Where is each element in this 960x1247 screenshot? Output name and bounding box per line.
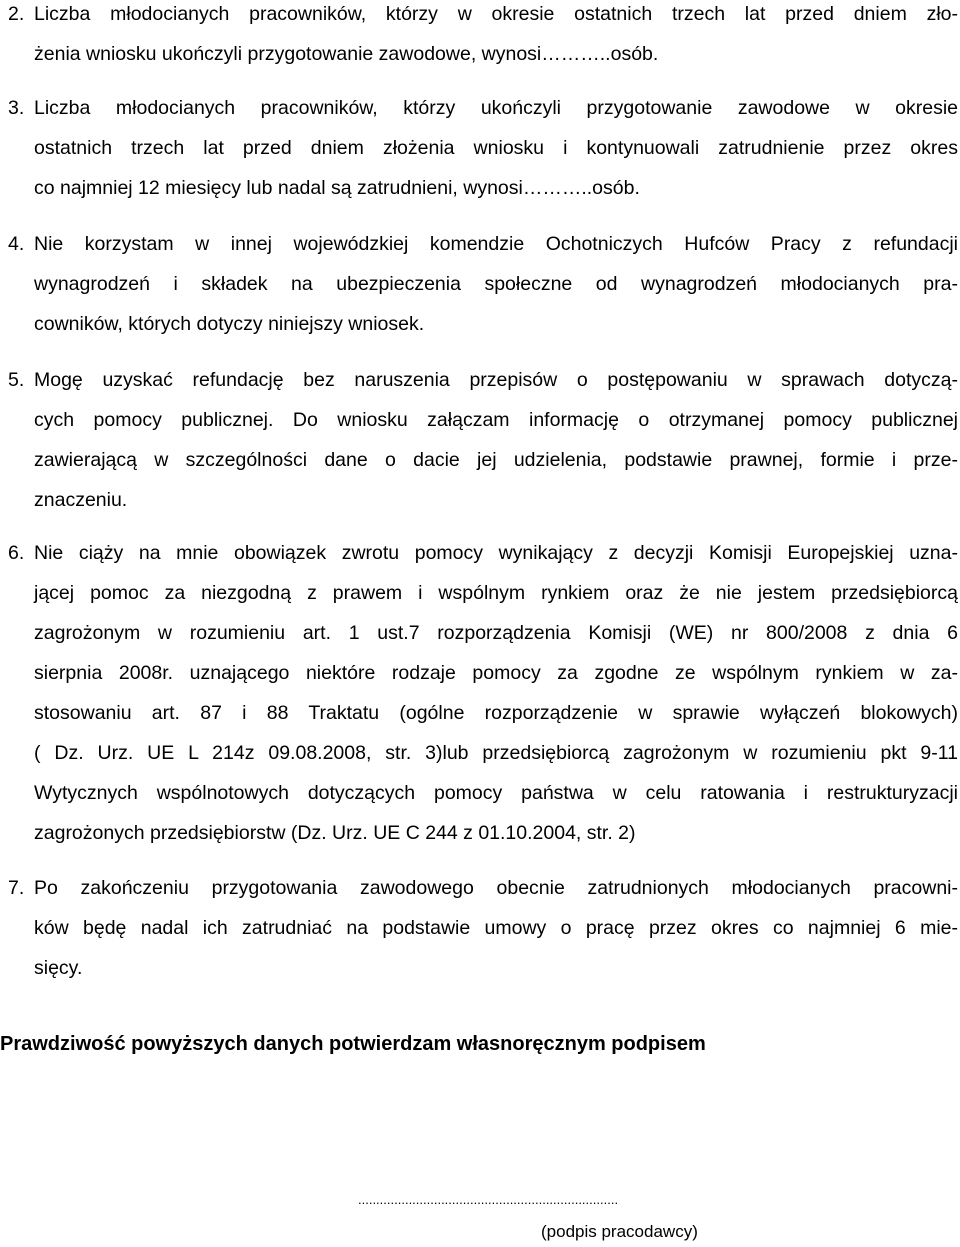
list-item-3 [8,96,958,216]
item-line [8,621,958,661]
item-text: ( Dz. Urz. UE L 214z 09.08.2008, str. 3)lub przedsiębiorcą zagrożonym w rozumieniu pkt 9-11 [34,742,958,764]
item-line [8,232,958,272]
item-text: zagrożonych przedsiębiorstw (Dz. Urz. UE C 244 z 01.10.2004, str. 2) [34,822,636,844]
item-text: cych pomocy publicznej. Do wniosku załączam informację o otrzymanej pomocy publicznej [34,409,958,431]
item-text: Liczba młodocianych pracowników, którzy w okresie ostatnich trzech lat przed dniem zło- [34,3,958,25]
item-line [8,821,958,861]
list-item-7 [8,876,958,996]
signature-label: (podpis pracodawcy) [541,1222,698,1241]
item-text: Nie korzystam w innej wojewódzkiej komendzie Ochotniczych Hufców Pracy z refundacji [34,233,958,255]
list-item-2 [8,2,958,82]
item-text: co najmniej 12 miesięcy lub nadal są zatrudnieni, wynosi………..osób. [34,177,640,199]
list-item-4 [8,232,958,352]
signature-line: ........................................................................ [358,1192,619,1207]
item-text: jącej pomoc za niezgodną z prawem i wspólnym rynkiem oraz że nie jestem przedsiębiorcą [34,582,958,604]
item-text: sierpnia 2008r. uznającego niektóre rodzaje pomocy za zgodne ze wspólnym rynkiem w za- [34,662,958,684]
item-text: znaczeniu. [34,489,128,511]
list-item-5 [8,368,958,528]
declaration-heading: Prawdziwość powyższych danych potwierdzam własnoręcznym podpisem [0,1033,706,1055]
item-line [8,408,958,448]
item-text: Wytycznych wspólnotowych dotyczących pomocy państwa w celu ratowania i restrukturyzacji [34,782,958,804]
item-line [8,781,958,821]
item-line [8,541,958,581]
item-line [8,312,958,352]
item-text: ostatnich trzech lat przed dniem złożenia wniosku i kontynuowali zatrudnienie przez okres [34,137,958,159]
item-number: 2. [8,3,25,25]
item-text: Nie ciąży na mnie obowiązek zwrotu pomocy wynikający z decyzji Komisji Europejskiej uzna- [34,542,958,564]
item-text: sięcy. [34,957,83,979]
item-line [8,956,958,996]
item-text: ków będę nadal ich zatrudniać na podstawie umowy o pracę przez okres co najmniej 6 mie- [34,917,958,939]
item-line [8,916,958,956]
item-line [8,701,958,741]
item-text: Liczba młodocianych pracowników, którzy ukończyli przygotowanie zawodowe w okresie [34,97,958,119]
item-line [8,176,958,216]
item-line [8,741,958,781]
item-line [8,42,958,82]
item-number: 3. [8,97,25,119]
item-text: zawierającą w szczególności dane o dacie jej udzielenia, podstawie prawnej, formie i prze- [34,449,958,471]
item-text: zagrożonym w rozumieniu art. 1 ust.7 rozporządzenia Komisji (WE) nr 800/2008 z dnia 6 [34,622,958,644]
item-line [8,272,958,312]
item-text: cowników, których dotyczy niniejszy wniosek. [34,313,425,335]
item-number: 4. [8,233,25,255]
item-line [8,96,958,136]
item-text: stosowaniu art. 87 i 88 Traktatu (ogólne rozporządzenie w sprawie wyłączeń blokowych) [34,702,958,724]
item-text: Po zakończeniu przygotowania zawodowego obecnie zatrudnionych młodocianych pracowni- [34,877,958,899]
item-line [8,2,958,42]
item-text: wynagrodzeń i składek na ubezpieczenia społeczne od wynagrodzeń młodocianych pra- [34,273,958,295]
item-text: żenia wniosku ukończyli przygotowanie zawodowe, wynosi………..osób. [34,43,659,65]
item-number: 5. [8,369,25,391]
item-line [8,661,958,701]
item-line [8,136,958,176]
item-line [8,488,958,528]
item-line [8,876,958,916]
item-line [8,581,958,621]
item-text: Mogę uzyskać refundację bez naruszenia przepisów o postępowaniu w sprawach dotyczą- [34,369,958,391]
item-number: 7. [8,877,25,899]
list-item-6 [8,541,958,861]
item-line [8,368,958,408]
item-number: 6. [8,542,25,564]
item-line [8,448,958,488]
